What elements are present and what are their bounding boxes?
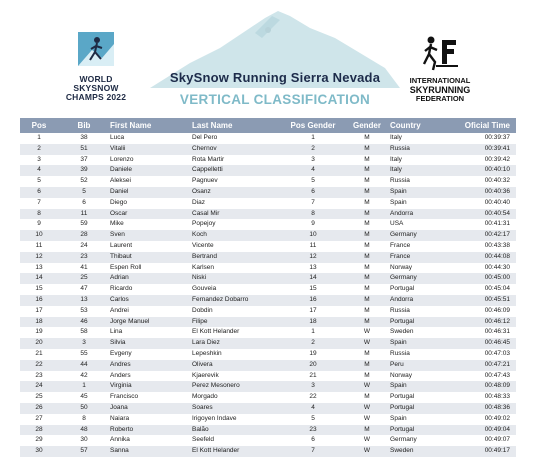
table-row [20, 338, 516, 349]
column-header-last-name: Last Name [192, 121, 233, 130]
cell-country: Spain [390, 382, 407, 390]
cell-oficial-time: 00:46:12 [484, 317, 510, 325]
cell-pos-gender: 2 [311, 339, 315, 347]
cell-bib: 48 [80, 425, 88, 433]
cell-oficial-time: 00:42:17 [484, 231, 510, 239]
cell-gender: M [364, 425, 370, 433]
cell-first-name: Lorenzo [110, 155, 134, 163]
cell-country: France [390, 241, 411, 249]
cell-first-name: Francisco [110, 393, 139, 401]
cell-bib: 44 [80, 360, 88, 368]
cell-pos: 25 [35, 393, 43, 401]
cell-first-name: Joana [110, 403, 128, 411]
cell-oficial-time: 00:45:51 [484, 295, 510, 303]
cell-first-name: Thibaut [110, 252, 132, 260]
cell-country: Spain [390, 187, 407, 195]
cell-first-name: Aleksei [110, 177, 131, 185]
page-header [0, 0, 534, 116]
cell-bib: 51 [80, 144, 88, 152]
cell-last-name: Osanz [192, 187, 211, 195]
cell-gender: M [364, 360, 370, 368]
cell-pos: 28 [35, 425, 43, 433]
cell-last-name: Pagnuev [192, 177, 218, 185]
cell-gender: M [364, 144, 370, 152]
cell-country: Portugal [390, 425, 415, 433]
cell-oficial-time: 00:48:33 [484, 393, 510, 401]
cell-bib: 52 [80, 177, 88, 185]
table-row [20, 273, 516, 284]
cell-last-name: Chernov [192, 144, 217, 152]
cell-gender: M [364, 263, 370, 271]
cell-last-name: Diaz [192, 198, 206, 206]
cell-oficial-time: 00:49:04 [484, 425, 510, 433]
cell-pos: 26 [35, 403, 43, 411]
cell-pos-gender: 1 [311, 328, 315, 336]
column-header-gender: Gender [352, 121, 381, 130]
cell-pos-gender: 14 [309, 274, 317, 282]
cell-gender: M [364, 220, 370, 228]
cell-pos-gender: 5 [311, 177, 315, 185]
cell-gender: W [363, 403, 371, 411]
cell-last-name: Niski [192, 274, 207, 282]
cell-last-name: Soares [192, 403, 213, 411]
cell-oficial-time: 00:40:54 [484, 209, 510, 217]
cell-last-name: Vicente [192, 241, 214, 249]
table-row [20, 381, 516, 392]
skier-logo-icon [72, 30, 120, 70]
table-row [20, 209, 516, 220]
cell-country: Russia [390, 177, 410, 185]
cell-country: Italy [390, 155, 402, 163]
cell-last-name: Popejoy [192, 220, 216, 228]
right-logo-line2: SKYRUNNING [409, 85, 471, 95]
cell-first-name: Luca [110, 134, 125, 141]
cell-pos: 19 [35, 328, 43, 336]
cell-last-name: Balão [192, 425, 209, 433]
cell-last-name: Morgado [192, 393, 218, 401]
cell-oficial-time: 00:48:36 [484, 403, 510, 411]
cell-bib: 25 [80, 274, 88, 282]
cell-last-name: El Kott Helander [192, 447, 240, 455]
cell-pos-gender: 19 [309, 349, 317, 357]
cell-pos-gender: 1 [311, 134, 315, 141]
cell-gender: M [364, 306, 370, 314]
cell-last-name: Perez Mesonero [192, 382, 240, 390]
cell-country: France [390, 252, 411, 260]
cell-gender: M [364, 198, 370, 206]
cell-pos-gender: 4 [311, 403, 315, 411]
table-row [20, 263, 516, 274]
table-row [20, 230, 516, 241]
left-logo-line1: WORLD [79, 74, 113, 84]
table-row [20, 371, 516, 382]
cell-oficial-time: 00:47:43 [484, 371, 510, 379]
cell-bib: 58 [80, 328, 88, 336]
table-row [20, 165, 516, 176]
cell-oficial-time: 00:46:09 [484, 306, 510, 314]
cell-country: Germany [390, 274, 417, 282]
cell-pos: 21 [35, 349, 43, 357]
cell-country: Germany [390, 231, 417, 239]
cell-last-name: El Kott Helander [192, 328, 240, 336]
column-header-bib: Bib [77, 121, 91, 130]
cell-gender: M [364, 187, 370, 195]
cell-pos-gender: 2 [311, 144, 315, 152]
table-row [20, 403, 516, 414]
cell-bib: 38 [80, 134, 88, 141]
cell-first-name: Carlos [110, 295, 129, 303]
cell-pos: 16 [35, 295, 43, 303]
cell-pos-gender: 11 [309, 241, 317, 249]
cell-pos-gender: 7 [311, 198, 315, 206]
cell-pos: 7 [37, 198, 41, 206]
isf-logo [405, 34, 475, 103]
cell-gender: M [364, 349, 370, 357]
cell-first-name: Adrian [110, 274, 129, 282]
table-body [20, 133, 516, 457]
cell-country: Russia [390, 144, 410, 152]
cell-first-name: Silvia [110, 339, 126, 347]
cell-pos: 30 [35, 447, 43, 455]
cell-oficial-time: 00:46:45 [484, 339, 510, 347]
cell-pos: 27 [35, 414, 43, 422]
cell-pos-gender: 9 [311, 220, 315, 228]
cell-pos-gender: 3 [311, 155, 315, 163]
cell-pos: 11 [35, 241, 43, 249]
cell-pos: 15 [35, 285, 43, 293]
page-title: SkySnow Running Sierra Nevada [169, 70, 381, 85]
cell-last-name: Lepeshkin [192, 349, 222, 357]
table-row [20, 414, 516, 425]
table-row [20, 198, 516, 209]
cell-bib: 46 [80, 317, 88, 325]
cell-pos: 14 [35, 274, 43, 282]
cell-first-name: Jorge Manuel [110, 317, 150, 325]
cell-country: USA [390, 220, 404, 228]
table-row [20, 187, 516, 198]
cell-oficial-time: 00:40:32 [484, 177, 510, 185]
cell-last-name: Cappelletti [192, 166, 223, 174]
cell-bib: 13 [80, 295, 88, 303]
cell-gender: W [363, 328, 371, 336]
cell-pos-gender: 6 [311, 436, 315, 444]
cell-pos: 18 [35, 317, 43, 325]
cell-first-name: Ricardo [110, 285, 133, 293]
cell-oficial-time: 00:47:21 [484, 360, 510, 368]
cell-pos: 13 [35, 263, 43, 271]
cell-bib: 28 [80, 231, 88, 239]
world-skysnow-champs-logo [56, 30, 136, 102]
cell-country: Portugal [390, 403, 415, 411]
cell-gender: M [364, 241, 370, 249]
cell-country: Russia [390, 349, 410, 357]
cell-bib: 11 [80, 209, 88, 217]
cell-last-name: Lara Diez [192, 339, 220, 347]
cell-bib: 57 [80, 447, 88, 455]
cell-last-name: Karlsen [192, 263, 215, 271]
cell-oficial-time: 00:40:10 [484, 166, 510, 174]
cell-bib: 45 [80, 393, 88, 401]
cell-first-name: Roberto [110, 425, 134, 433]
cell-gender: M [364, 155, 370, 163]
cell-country: Norway [390, 371, 413, 379]
cell-gender: M [364, 317, 370, 325]
cell-pos-gender: 10 [309, 231, 317, 239]
cell-last-name: Bertrand [192, 252, 217, 260]
cell-first-name: Sanna [110, 447, 129, 455]
cell-bib: 41 [80, 263, 88, 271]
table-row [20, 176, 516, 187]
cell-first-name: Naiara [110, 414, 130, 422]
cell-pos: 20 [35, 339, 43, 347]
cell-bib: 42 [80, 371, 88, 379]
cell-pos-gender: 18 [309, 317, 317, 325]
cell-gender: W [363, 382, 371, 390]
cell-first-name: Andres [110, 360, 131, 368]
cell-gender: W [363, 414, 371, 422]
cell-first-name: Annika [110, 436, 130, 444]
cell-last-name: Rota Martir [192, 155, 225, 163]
cell-bib: 1 [82, 382, 86, 390]
cell-first-name: Evgeny [110, 349, 132, 357]
cell-pos: 4 [37, 166, 41, 174]
cell-oficial-time: 00:48:09 [484, 382, 510, 390]
cell-bib: 8 [82, 414, 86, 422]
right-logo-line1: INTERNATIONAL [409, 76, 471, 85]
cell-country: Portugal [390, 317, 415, 325]
table-row [20, 446, 516, 457]
isf-runner-icon [420, 34, 460, 72]
table-row [20, 133, 516, 144]
cell-gender: M [364, 393, 370, 401]
classification-table [20, 118, 516, 457]
column-header-first-name: First Name [110, 121, 152, 130]
cell-pos-gender: 22 [309, 393, 317, 401]
cell-bib: 5 [82, 187, 86, 195]
cell-last-name: Seefeld [192, 436, 215, 444]
cell-oficial-time: 00:47:03 [484, 349, 510, 357]
cell-pos: 9 [37, 220, 41, 228]
cell-pos: 10 [35, 231, 43, 239]
left-logo-line2: SKYSNOW [73, 83, 119, 93]
table-row [20, 295, 516, 306]
cell-pos-gender: 5 [311, 414, 315, 422]
cell-oficial-time: 00:49:02 [484, 414, 510, 422]
cell-oficial-time: 00:39:37 [484, 134, 510, 141]
cell-first-name: Daniele [110, 166, 133, 174]
cell-pos-gender: 7 [311, 447, 315, 455]
cell-country: Italy [390, 134, 402, 141]
cell-first-name: Oscar [110, 209, 128, 217]
cell-first-name: Diego [110, 198, 127, 206]
cell-first-name: Andrei [110, 306, 129, 314]
table-row [20, 241, 516, 252]
right-logo-line3: FEDERATION [415, 94, 465, 103]
cell-gender: M [364, 371, 370, 379]
table-header-row [20, 118, 516, 133]
cell-country: Russia [390, 306, 410, 314]
cell-pos: 22 [35, 360, 43, 368]
cell-gender: M [364, 295, 370, 303]
table-row [20, 392, 516, 403]
cell-oficial-time: 00:41:31 [484, 220, 510, 228]
cell-first-name: Vitalii [110, 144, 126, 152]
page-subtitle: VERTICAL CLASSIFICATION [179, 92, 371, 107]
cell-oficial-time: 00:39:42 [484, 155, 510, 163]
cell-gender: M [364, 252, 370, 260]
table-row [20, 155, 516, 166]
table-row [20, 284, 516, 295]
cell-country: Sweden [390, 328, 414, 336]
cell-pos-gender: 20 [309, 360, 317, 368]
table-row [20, 327, 516, 338]
table-row [20, 252, 516, 263]
cell-gender: M [364, 134, 370, 141]
cell-bib: 24 [80, 241, 88, 249]
cell-first-name: Laurent [110, 241, 133, 249]
left-logo-line3: CHAMPS 2022 [65, 92, 127, 102]
cell-country: Germany [390, 436, 417, 444]
cell-bib: 39 [80, 166, 88, 174]
cell-pos-gender: 12 [309, 252, 317, 260]
cell-last-name: Gouveia [192, 285, 217, 293]
cell-country: Andorra [390, 209, 414, 217]
cell-last-name: Irigoyen Indave [192, 414, 237, 422]
cell-pos: 23 [35, 371, 43, 379]
cell-gender: W [363, 436, 371, 444]
table-row [20, 144, 516, 155]
cell-pos: 5 [37, 177, 41, 185]
cell-oficial-time: 00:40:40 [484, 198, 510, 206]
cell-last-name: Filipe [192, 317, 208, 325]
cell-gender: W [363, 447, 371, 455]
cell-first-name: Mike [110, 220, 124, 228]
cell-last-name: Casal Mir [192, 209, 220, 217]
cell-pos: 6 [37, 187, 41, 195]
cell-oficial-time: 00:45:04 [484, 285, 510, 293]
cell-first-name: Sven [110, 231, 125, 239]
cell-last-name: Olivera [192, 360, 213, 368]
cell-country: Spain [390, 414, 407, 422]
cell-first-name: Daniel [110, 187, 129, 195]
cell-bib: 50 [80, 403, 88, 411]
cell-oficial-time: 00:49:07 [484, 436, 510, 444]
cell-bib: 53 [80, 306, 88, 314]
cell-last-name: Dobdin [192, 306, 213, 314]
cell-pos: 17 [35, 306, 43, 314]
cell-pos: 24 [35, 382, 43, 390]
cell-pos-gender: 17 [309, 306, 317, 314]
cell-bib: 23 [80, 252, 88, 260]
table-row [20, 349, 516, 360]
cell-country: Portugal [390, 285, 415, 293]
cell-oficial-time: 00:44:08 [484, 252, 510, 260]
cell-pos-gender: 21 [309, 371, 317, 379]
cell-gender: M [364, 209, 370, 217]
table-row [20, 360, 516, 371]
cell-country: Andorra [390, 295, 414, 303]
cell-last-name: Del Pero [192, 134, 218, 141]
cell-last-name: Fernandez Dobarro [192, 295, 249, 303]
cell-pos-gender: 13 [309, 263, 317, 271]
cell-bib: 37 [80, 155, 88, 163]
column-header-country: Country [390, 121, 421, 130]
cell-gender: M [364, 177, 370, 185]
cell-gender: M [364, 166, 370, 174]
cell-pos: 1 [37, 134, 41, 141]
column-header-oficial-time: Oficial Time [464, 121, 510, 130]
cell-bib: 3 [82, 339, 86, 347]
cell-oficial-time: 00:43:38 [484, 241, 510, 249]
cell-pos: 2 [37, 144, 41, 152]
cell-bib: 59 [80, 220, 88, 228]
cell-oficial-time: 00:46:31 [484, 328, 510, 336]
cell-country: Peru [390, 360, 404, 368]
cell-pos: 12 [35, 252, 43, 260]
cell-bib: 47 [80, 285, 88, 293]
cell-country: Sweden [390, 447, 414, 455]
cell-gender: M [364, 285, 370, 293]
cell-pos-gender: 8 [311, 209, 315, 217]
cell-pos: 8 [37, 209, 41, 217]
cell-oficial-time: 00:44:30 [484, 263, 510, 271]
cell-country: Norway [390, 263, 413, 271]
cell-last-name: Kjaerevik [192, 371, 219, 379]
cell-pos: 29 [35, 436, 43, 444]
cell-country: Spain [390, 198, 407, 206]
cell-pos: 3 [37, 155, 41, 163]
cell-gender: M [364, 231, 370, 239]
cell-country: Italy [390, 166, 402, 174]
cell-oficial-time: 00:49:17 [484, 447, 510, 455]
cell-pos-gender: 6 [311, 187, 315, 195]
cell-pos-gender: 4 [311, 166, 315, 174]
table-row [20, 306, 516, 317]
cell-oficial-time: 00:40:36 [484, 187, 510, 195]
cell-bib: 55 [80, 349, 88, 357]
cell-bib: 6 [82, 198, 86, 206]
cell-first-name: Virginia [110, 382, 132, 390]
cell-first-name: Anders [110, 371, 131, 379]
column-header-pos: Pos [31, 121, 47, 130]
cell-gender: M [364, 274, 370, 282]
table-row [20, 435, 516, 446]
table-row [20, 425, 516, 436]
cell-last-name: Koch [192, 231, 207, 239]
cell-first-name: Lina [110, 328, 123, 336]
column-header-pos-gender: Pos Gender [290, 121, 336, 130]
cell-first-name: Espen Roll [110, 263, 142, 271]
cell-oficial-time: 00:39:41 [484, 144, 510, 152]
cell-bib: 30 [80, 436, 88, 444]
table-row [20, 317, 516, 328]
cell-oficial-time: 00:45:00 [484, 274, 510, 282]
cell-country: Portugal [390, 393, 415, 401]
cell-pos-gender: 23 [309, 425, 317, 433]
cell-gender: W [363, 339, 371, 347]
cell-country: Spain [390, 339, 407, 347]
cell-pos-gender: 15 [309, 285, 317, 293]
cell-pos-gender: 16 [309, 295, 317, 303]
table-row [20, 219, 516, 230]
cell-pos-gender: 3 [311, 382, 315, 390]
